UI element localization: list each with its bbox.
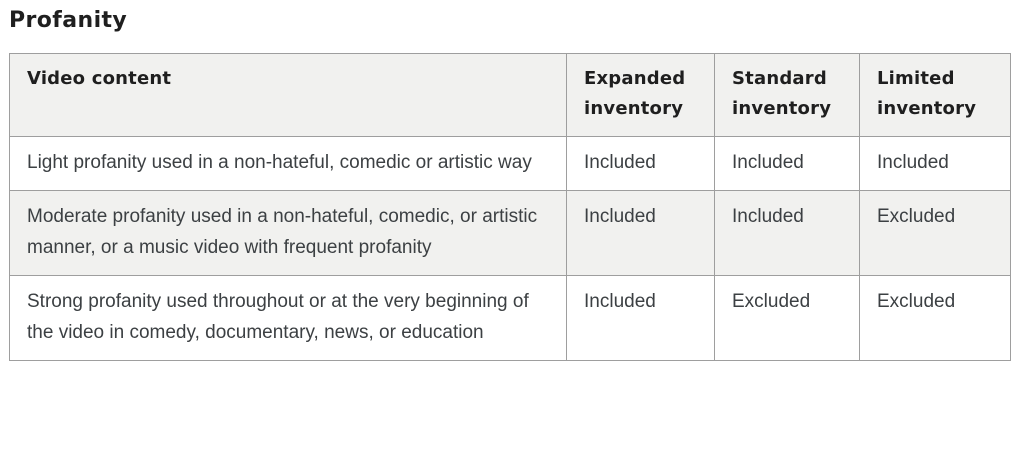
cell-standard-inventory: Included (715, 137, 860, 191)
cell-standard-inventory: Excluded (715, 276, 860, 361)
table-header-row (10, 54, 1011, 137)
cell-video-content: Light profanity used in a non-hateful, comedic or artistic way (10, 137, 567, 191)
cell-video-content: Strong profanity used throughout or at the very beginning of the video in comedy, documentary, news, or education (10, 276, 567, 361)
column-header-standard-inventory: Standard inventory (715, 54, 860, 137)
page-title: Profanity (9, 8, 128, 33)
table-row-light-profanity (10, 137, 1011, 191)
cell-expanded-inventory: Included (567, 137, 715, 191)
cell-standard-inventory: Included (715, 191, 860, 276)
table-row-moderate-profanity (10, 191, 1011, 276)
cell-limited-inventory: Excluded (860, 191, 1011, 276)
table-row-strong-profanity (10, 276, 1011, 361)
column-header-expanded-inventory: Expanded inventory (567, 54, 715, 137)
column-header-limited-inventory: Limited inventory (860, 54, 1011, 137)
cell-limited-inventory: Excluded (860, 276, 1011, 361)
profanity-inventory-table (9, 53, 1011, 361)
cell-expanded-inventory: Included (567, 276, 715, 361)
column-header-video-content: Video content (10, 54, 567, 137)
cell-limited-inventory: Included (860, 137, 1011, 191)
cell-expanded-inventory: Included (567, 191, 715, 276)
cell-video-content: Moderate profanity used in a non-hateful, comedic, or artistic manner, or a music video with frequent profanity (10, 191, 567, 276)
